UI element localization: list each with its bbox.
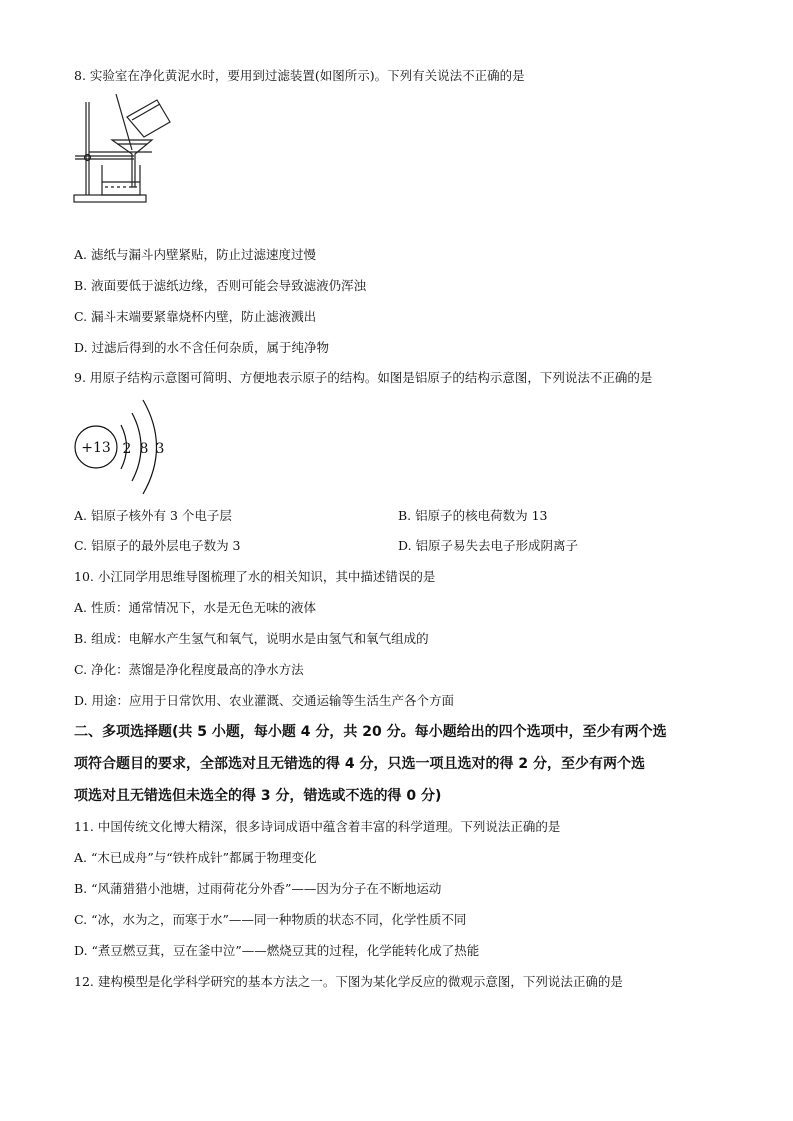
electron-count-shell-2: 8: [139, 441, 149, 457]
q11-option-d: D. “煮豆燃豆萁，豆在釜中泣”——燃烧豆萁的过程，化学能转化成了热能: [74, 943, 480, 958]
q8-option-b: B. 液面要低于滤纸边缘，否则可能会导致滤液仍浑浊: [74, 278, 367, 293]
section-2-heading-line-1: 二、多项选择题(共 5 小题，每小题 4 分，共 20 分。每小题给出的四个选项中，至少有两个选: [74, 724, 667, 740]
q10-option-b: B. 组成：电解水产生氢气和氧气，说明水是由氢气和氧气组成的: [74, 631, 429, 646]
filtration-apparatus-figure: [72, 92, 182, 204]
q11-stem: 11. 中国传统文化博大精深，很多诗词成语中蕴含着丰富的科学道理。下列说法正确的是: [74, 819, 561, 834]
q11-option-c: C. “冰，水为之，而寒于水”——同一种物质的状态不同，化学性质不同: [74, 912, 467, 927]
q8-option-c: C. 漏斗末端要紧靠烧杯内壁，防止滤液溅出: [74, 309, 317, 324]
electron-count-shell-3: 3: [155, 441, 165, 457]
q9-stem: 9. 用原子结构示意图可简明、方便地表示原子的结构。如图是铝原子的结构示意图，下列说法不正确的是: [74, 370, 653, 385]
q8-stem: 8. 实验室在净化黄泥水时，要用到过滤装置(如图所示)。下列有关说法不正确的是: [74, 68, 525, 83]
nucleus-charge: +13: [81, 440, 111, 456]
aluminum-atom-diagram: [70, 395, 190, 497]
q8-option-a: A. 滤纸与漏斗内壁紧贴，防止过滤速度过慢: [74, 247, 316, 262]
q9-option-a: A. 铝原子核外有 3 个电子层: [74, 508, 232, 523]
q9-option-b: B. 铝原子的核电荷数为 13: [398, 508, 548, 523]
q9-option-c: C. 铝原子的最外层电子数为 3: [74, 538, 241, 553]
electron-count-shell-1: 2: [122, 441, 132, 457]
q9-option-d: D. 铝原子易失去电子形成阴离子: [398, 538, 579, 553]
q10-option-a: A. 性质：通常情况下，水是无色无味的液体: [74, 600, 316, 615]
section-2-heading-line-2: 项符合题目的要求，全部选对且无错选的得 4 分，只选一项且选对的得 2 分，至少有两个选: [74, 756, 645, 772]
q11-option-a: A. “木已成舟”与“铁杵成针”都属于物理变化: [74, 850, 317, 865]
q10-stem: 10. 小江同学用思维导图梳理了水的相关知识，其中描述错误的是: [74, 569, 436, 584]
q10-option-d: D. 用途：应用于日常饮用、农业灌溉、交通运输等生活生产各个方面: [74, 693, 455, 708]
section-2-heading-line-3: 项选对且无错选但未选全的得 3 分，错选或不选的得 0 分): [74, 788, 442, 804]
q10-option-c: C. 净化：蒸馏是净化程度最高的净水方法: [74, 662, 304, 677]
q12-stem: 12. 建构模型是化学科学研究的基本方法之一。下图为某化学反应的微观示意图，下列说法正确的是: [74, 974, 623, 989]
q11-option-b: B. “风蒲猎猎小池塘，过雨荷花分外香”——因为分子在不断地运动: [74, 881, 442, 896]
q8-option-d: D. 过滤后得到的水不含任何杂质，属于纯净物: [74, 340, 330, 355]
